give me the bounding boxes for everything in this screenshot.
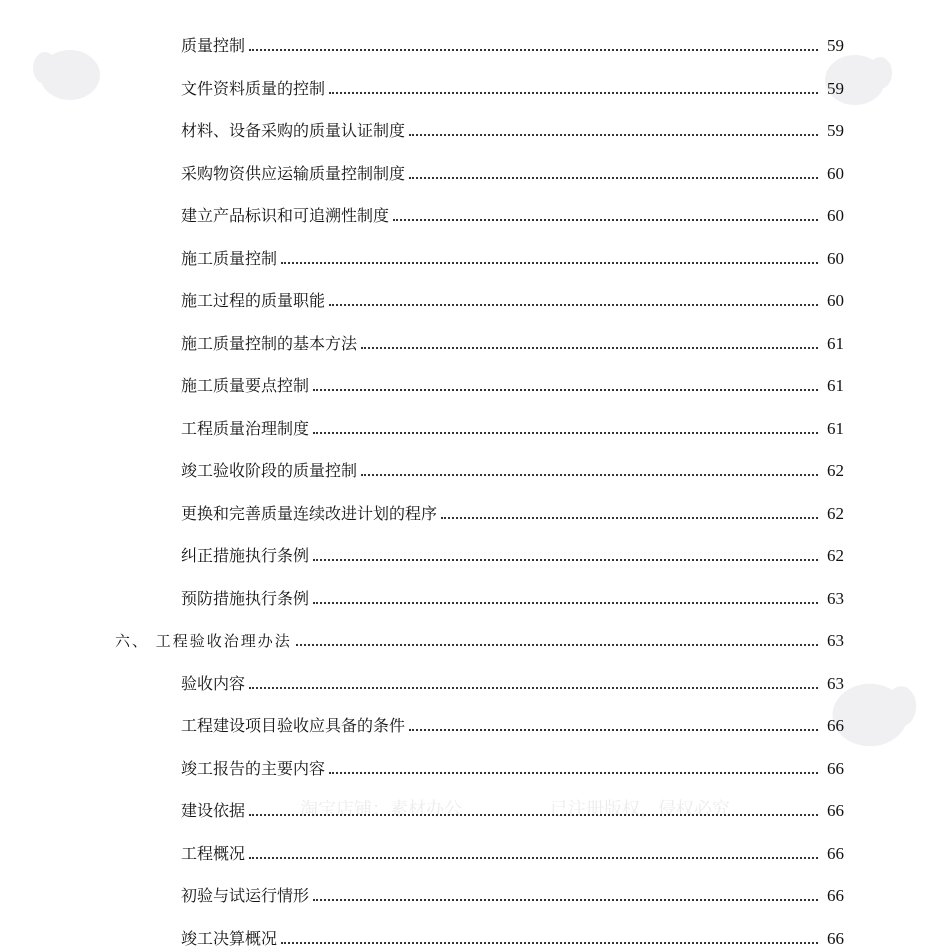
toc-entry-label: 施工质量要点控制 bbox=[181, 376, 310, 395]
toc-entry[interactable] bbox=[0, 498, 946, 524]
toc-page-number: 61 bbox=[827, 376, 844, 395]
toc-entry[interactable] bbox=[0, 370, 946, 396]
dot-leader bbox=[249, 814, 818, 816]
toc-entry-label: 更换和完善质量连续改进计划的程序 bbox=[181, 503, 438, 523]
toc-entry[interactable] bbox=[0, 413, 946, 439]
dot-leader bbox=[249, 49, 818, 51]
toc-entry[interactable] bbox=[0, 200, 946, 226]
toc-page-number: 66 bbox=[827, 843, 844, 863]
dot-leader bbox=[361, 474, 818, 476]
toc-page-number: 62 bbox=[827, 503, 844, 523]
watermark-copyright: 已注册版权，侵权必究 bbox=[550, 799, 730, 820]
dot-leader bbox=[329, 772, 818, 774]
toc-page-number: 59 bbox=[827, 78, 844, 98]
toc-page-number: 63 bbox=[827, 673, 844, 693]
toc-entry-label: 材料、设备采购的质量认证制度 bbox=[181, 121, 406, 140]
toc-page-number: 60 bbox=[827, 248, 844, 268]
dot-leader bbox=[409, 177, 818, 179]
toc-entry[interactable] bbox=[0, 838, 946, 864]
toc-entry[interactable] bbox=[0, 115, 946, 141]
toc-entry-label: 建立产品标识和可追溯性制度 bbox=[181, 206, 390, 225]
toc-page-number: 66 bbox=[827, 801, 844, 820]
toc-page-number: 66 bbox=[827, 886, 844, 905]
toc-entry-label: 文件资料质量的控制 bbox=[181, 78, 326, 98]
toc-entry-label: 工程建设项目验收应具备的条件 bbox=[181, 716, 406, 735]
toc-page-number: 60 bbox=[827, 291, 844, 310]
watermark-shop: 淘宝店铺：素材办公 bbox=[300, 799, 462, 820]
toc-entry[interactable] bbox=[0, 583, 946, 609]
toc-entry-label: 采购物资供应运输质量控制制度 bbox=[181, 163, 406, 183]
toc-entry[interactable] bbox=[0, 540, 946, 566]
toc-entry-label: 质量控制 bbox=[181, 36, 246, 55]
dot-leader bbox=[393, 219, 818, 221]
toc-entry[interactable] bbox=[0, 243, 946, 269]
toc-entry-label: 验收内容 bbox=[181, 673, 246, 693]
toc-entry-label: 竣工报告的主要内容 bbox=[181, 758, 326, 778]
toc-entry-label: 初验与试运行情形 bbox=[181, 886, 310, 905]
dot-leader bbox=[313, 432, 818, 434]
toc-entry[interactable] bbox=[0, 158, 946, 184]
dot-leader bbox=[249, 857, 818, 859]
dot-leader bbox=[329, 304, 818, 306]
toc-entry-label: 工程质量治理制度 bbox=[181, 418, 310, 438]
toc-entry[interactable] bbox=[0, 880, 946, 906]
dot-leader bbox=[281, 942, 818, 944]
toc-page-number: 61 bbox=[827, 333, 844, 353]
dot-leader bbox=[296, 644, 818, 646]
toc-entry[interactable] bbox=[0, 710, 946, 736]
toc-page-number: 62 bbox=[827, 461, 844, 480]
dot-leader bbox=[361, 347, 818, 349]
toc-entry[interactable] bbox=[0, 668, 946, 694]
toc-entry-label: 施工质量控制 bbox=[181, 248, 278, 268]
toc-page-number: 66 bbox=[827, 928, 844, 948]
toc-entry[interactable] bbox=[0, 923, 946, 949]
toc-entry[interactable] bbox=[0, 30, 946, 56]
dot-leader bbox=[329, 92, 818, 94]
toc-page-number: 61 bbox=[827, 418, 844, 438]
toc-entry-label: 竣工验收阶段的质量控制 bbox=[181, 461, 358, 480]
toc-page-number: 66 bbox=[827, 758, 844, 778]
dot-leader bbox=[313, 899, 818, 901]
toc-page-number: 66 bbox=[827, 716, 844, 735]
toc-entry-label: 纠正措施执行条例 bbox=[181, 546, 310, 565]
toc-section-heading[interactable] bbox=[0, 625, 946, 651]
dot-leader bbox=[313, 602, 818, 604]
toc-page-number: 59 bbox=[827, 121, 844, 140]
toc-entry[interactable] bbox=[0, 328, 946, 354]
dot-leader bbox=[313, 559, 818, 561]
toc-page-number: 62 bbox=[827, 546, 844, 565]
toc-page-number: 60 bbox=[827, 206, 844, 225]
toc-entry[interactable] bbox=[0, 753, 946, 779]
dot-leader bbox=[313, 389, 818, 391]
toc-page-number: 59 bbox=[827, 36, 844, 55]
toc-entry-label: 竣工决算概况 bbox=[181, 928, 278, 948]
dot-leader bbox=[249, 687, 818, 689]
dot-leader bbox=[409, 729, 818, 731]
toc-entry[interactable] bbox=[0, 285, 946, 311]
dot-leader bbox=[441, 517, 818, 519]
dot-leader bbox=[409, 134, 818, 136]
toc-entry-label: 施工质量控制的基本方法 bbox=[181, 333, 358, 353]
toc-page-number: 63 bbox=[827, 588, 844, 608]
dot-leader bbox=[281, 262, 818, 264]
toc-entry-label: 建设依据 bbox=[181, 801, 246, 820]
toc-page-number: 63 bbox=[827, 631, 844, 650]
toc-entry-label: 六、 工程验收治理办法 bbox=[115, 632, 292, 650]
toc-entry-label: 施工过程的质量职能 bbox=[181, 291, 326, 310]
toc-entry[interactable] bbox=[0, 795, 946, 821]
toc-entry-label: 工程概况 bbox=[181, 843, 246, 863]
toc-entry[interactable] bbox=[0, 73, 946, 99]
toc-entry[interactable] bbox=[0, 455, 946, 481]
toc-page-number: 60 bbox=[827, 163, 844, 183]
toc-entry-label: 预防措施执行条例 bbox=[181, 588, 310, 608]
